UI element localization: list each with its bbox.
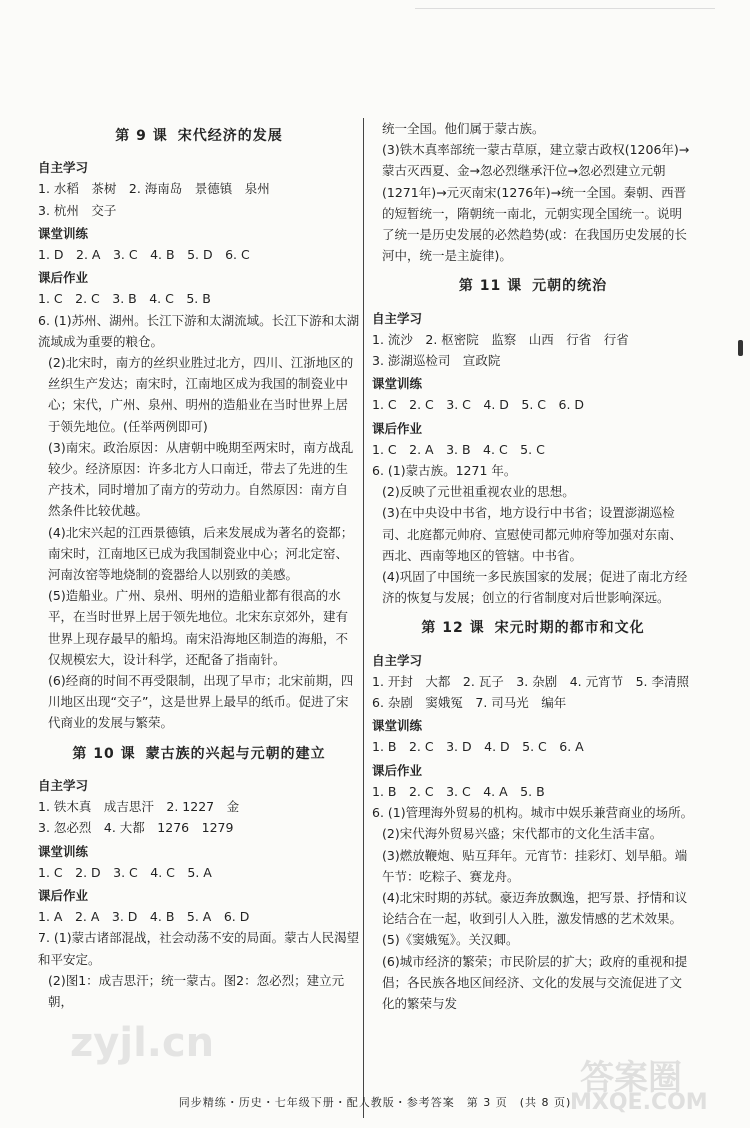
section-heading: 自主学习 bbox=[372, 310, 423, 326]
answer-paragraph: 统一全国。他们属于蒙古族。 bbox=[382, 121, 545, 136]
answer-paragraph: 7. (1)蒙古诸部混战，社会动荡不安的局面。蒙古人民渴望和平安定。 bbox=[38, 930, 360, 967]
answer-line: 1. 流沙 2. 枢密院 监察 山西 行省 行省 bbox=[372, 331, 629, 347]
watermark-right: 答案圈 bbox=[580, 1058, 682, 1098]
section-heading: 课堂训练 bbox=[372, 376, 423, 392]
answer-paragraph: (3)在中央设中书省，地方设行中书省；设置澎湖巡检司、北庭都元帅府、宣慰使司都元帅府等加强对东南、西北、西南等地区的管辖。中书省。 bbox=[382, 505, 683, 563]
answer-line: 1. B 2. C 3. C 4. A 5. B bbox=[372, 783, 545, 799]
lesson-11-heading bbox=[372, 276, 694, 297]
answer-line: 1. C 2. C 3. B 4. C 5. B bbox=[38, 291, 211, 307]
answer-paragraph: (3)铁木真率部统一蒙古草原，建立蒙古政权(1206年)→蒙古灭西夏、金→忽必烈继承汗位→忽必烈建立元朝(1271年)→元灭南宋(1276年)→统一全国。秦朝、西晋的短暂统一，隋朝统一南北，元朝实现全国统一。说明了统一是历史发展的必然趋势(或：在我国历史发展的长河中，统一是主旋律)。 bbox=[382, 142, 690, 264]
answer-paragraph: (5)《窦娥冤》。关汉卿。 bbox=[382, 932, 519, 948]
answer-line: 3. 澎湖巡检司 宣政院 bbox=[372, 353, 501, 369]
watermark-right-url: MXQE.COM bbox=[570, 1090, 708, 1115]
answer-line: 1. 开封 大都 2. 瓦子 3. 杂剧 4. 元宵节 5. 李清照 bbox=[372, 673, 689, 689]
answer-line: 1. B 2. C 3. D 4. D 5. C 6. A bbox=[372, 739, 584, 755]
lesson-number: 第 9 课 bbox=[115, 128, 168, 144]
answer-line: 1. C 2. D 3. C 4. C 5. A bbox=[38, 864, 212, 880]
answer-line: 1. 铁木真 成吉思汗 2. 1227 金 bbox=[38, 799, 240, 815]
answer-paragraph: (4)北宋时期的苏轼。豪迈奔放飘逸，把写景、抒情和议论结合在一起，收到引人入胜，激发情感的艺术效果。 bbox=[382, 889, 688, 927]
watermark-left: zyjl.cn bbox=[70, 1020, 215, 1066]
answer-paragraph: (2)北宋时，南方的丝织业胜过北方，四川、江浙地区的丝织生产发达；南宋时，江南地区成为我国的制瓷业中心；宋代，广州、泉州、明州的造船业在当时世界上居于领先地位。(任举两例即可) bbox=[48, 355, 354, 434]
section-heading: 自主学习 bbox=[38, 160, 89, 176]
section-heading: 课后作业 bbox=[38, 887, 89, 903]
section-heading: 自主学习 bbox=[372, 652, 423, 668]
answer-line: 1. A 2. A 3. D 4. B 5. A 6. D bbox=[38, 909, 250, 925]
answer-line: 1. C 2. A 3. B 4. C 5. C bbox=[372, 441, 545, 457]
answer-paragraph: (4)北宋兴起的江西景德镇，后来发展成为著名的瓷都；南宋时，江南地区已成为我国制瓷业中心；河北定窑、河南汝窑等地烧制的瓷器给人以别致的美感。 bbox=[48, 524, 354, 583]
top-rule bbox=[415, 8, 715, 9]
lesson-title: 蒙古族的兴起与元朝的建立 bbox=[145, 745, 326, 762]
lesson-9-heading bbox=[38, 126, 360, 147]
lesson-title: 宋代经济的发展 bbox=[177, 128, 283, 144]
lesson-title: 元朝的统治 bbox=[532, 278, 608, 295]
answer-paragraph: 6. (1)蒙古族。1271 年。 bbox=[372, 463, 517, 479]
answer-paragraph: (2)图1：成吉思汗；统一蒙古。图2：忽必烈；建立元朝， bbox=[48, 972, 345, 1009]
answer-paragraph: (4)巩固了中国统一多民族国家的发展；促进了南北方经济的恢复与发展；创立的行省制度对后世影响深远。 bbox=[382, 569, 688, 606]
answer-line: 1. D 2. A 3. C 4. B 5. D 6. C bbox=[38, 247, 250, 263]
answer-line: 3. 杭州 交子 bbox=[38, 202, 117, 218]
answer-paragraph: (5)造船业。广州、泉州、明州的造船业都有很高的水平，在当时世界上居于领先地位。北宋东京郊外，建有世界上现存最早的船坞。南宋沿海地区制造的海船，不仅规模宏大，设计科学，还配备了指南针。 bbox=[48, 588, 349, 667]
answer-line: 6. 杂剧 窦娥冤 7. 司马光 编年 bbox=[372, 695, 567, 711]
answer-paragraph: 6. (1)管理海外贸易的机构。城市中娱乐兼营商业的场所。 bbox=[372, 805, 694, 821]
answer-paragraph: (6)城市经济的繁荣；市民阶层的扩大；政府的重视和提倡；各民族各地区间经济、文化的发展与交流促进了文化的繁荣与发 bbox=[382, 953, 688, 1011]
answer-paragraph: (6)经商的时间不再受限制，出现了早市；北宋前期，四川地区出现“交子”，这是世界上最早的纸币。促进了宋代商业的发展与繁荣。 bbox=[48, 673, 354, 731]
lesson-10-heading bbox=[38, 744, 360, 765]
lesson-number: 第 11 课 bbox=[458, 278, 523, 295]
margin-mark bbox=[738, 340, 743, 356]
section-heading: 课后作业 bbox=[38, 270, 89, 286]
section-heading: 自主学习 bbox=[38, 777, 89, 793]
section-heading: 课后作业 bbox=[372, 420, 423, 436]
section-heading: 课堂训练 bbox=[372, 718, 423, 734]
answer-paragraph: (2)宋代海外贸易兴盛；宋代都市的文化生活丰富。 bbox=[382, 826, 663, 842]
lesson-title: 宋元时期的都市和文化 bbox=[494, 620, 645, 637]
column-divider bbox=[363, 118, 364, 1118]
lesson-12-heading bbox=[372, 618, 694, 639]
answer-line: 3. 忽必烈 4. 大都 1276 1279 bbox=[38, 820, 234, 836]
answer-paragraph: 6. (1)苏州、湖州。长江下游和太湖流域。长江下游和太湖流域成为重要的粮仓。 bbox=[38, 312, 360, 349]
left-column bbox=[38, 118, 360, 1012]
answer-line: 1. C 2. C 3. C 4. D 5. C 6. D bbox=[372, 397, 585, 413]
answer-paragraph: (3)南宋。政治原因：从唐朝中晚期至两宋时，南方战乱较少。经济原因：许多北方人口南迁，带去了先进的生产技术，同时增加了南方的劳动力。自然原因：南方自然条件比较优越。 bbox=[48, 439, 354, 519]
page-footer: 同步精练・历史・七年级下册・配人教版・参考答案 第 3 页 (共 8 页) bbox=[178, 1096, 572, 1109]
section-heading: 课堂训练 bbox=[38, 843, 89, 859]
section-heading: 课堂训练 bbox=[38, 225, 89, 241]
answer-paragraph: (2)反映了元世祖重视农业的思想。 bbox=[382, 484, 575, 500]
lesson-number: 第 12 课 bbox=[421, 620, 485, 637]
section-heading: 课后作业 bbox=[372, 762, 423, 778]
right-column bbox=[372, 118, 694, 1014]
answer-paragraph: (3)燃放鞭炮、贴互拜年。元宵节：挂彩灯、划旱船。端午节：吃粽子、赛龙舟。 bbox=[382, 847, 688, 884]
answer-line: 1. 水稻 茶树 2. 海南岛 景德镇 泉州 bbox=[38, 181, 270, 197]
lesson-number: 第 10 课 bbox=[72, 745, 136, 762]
